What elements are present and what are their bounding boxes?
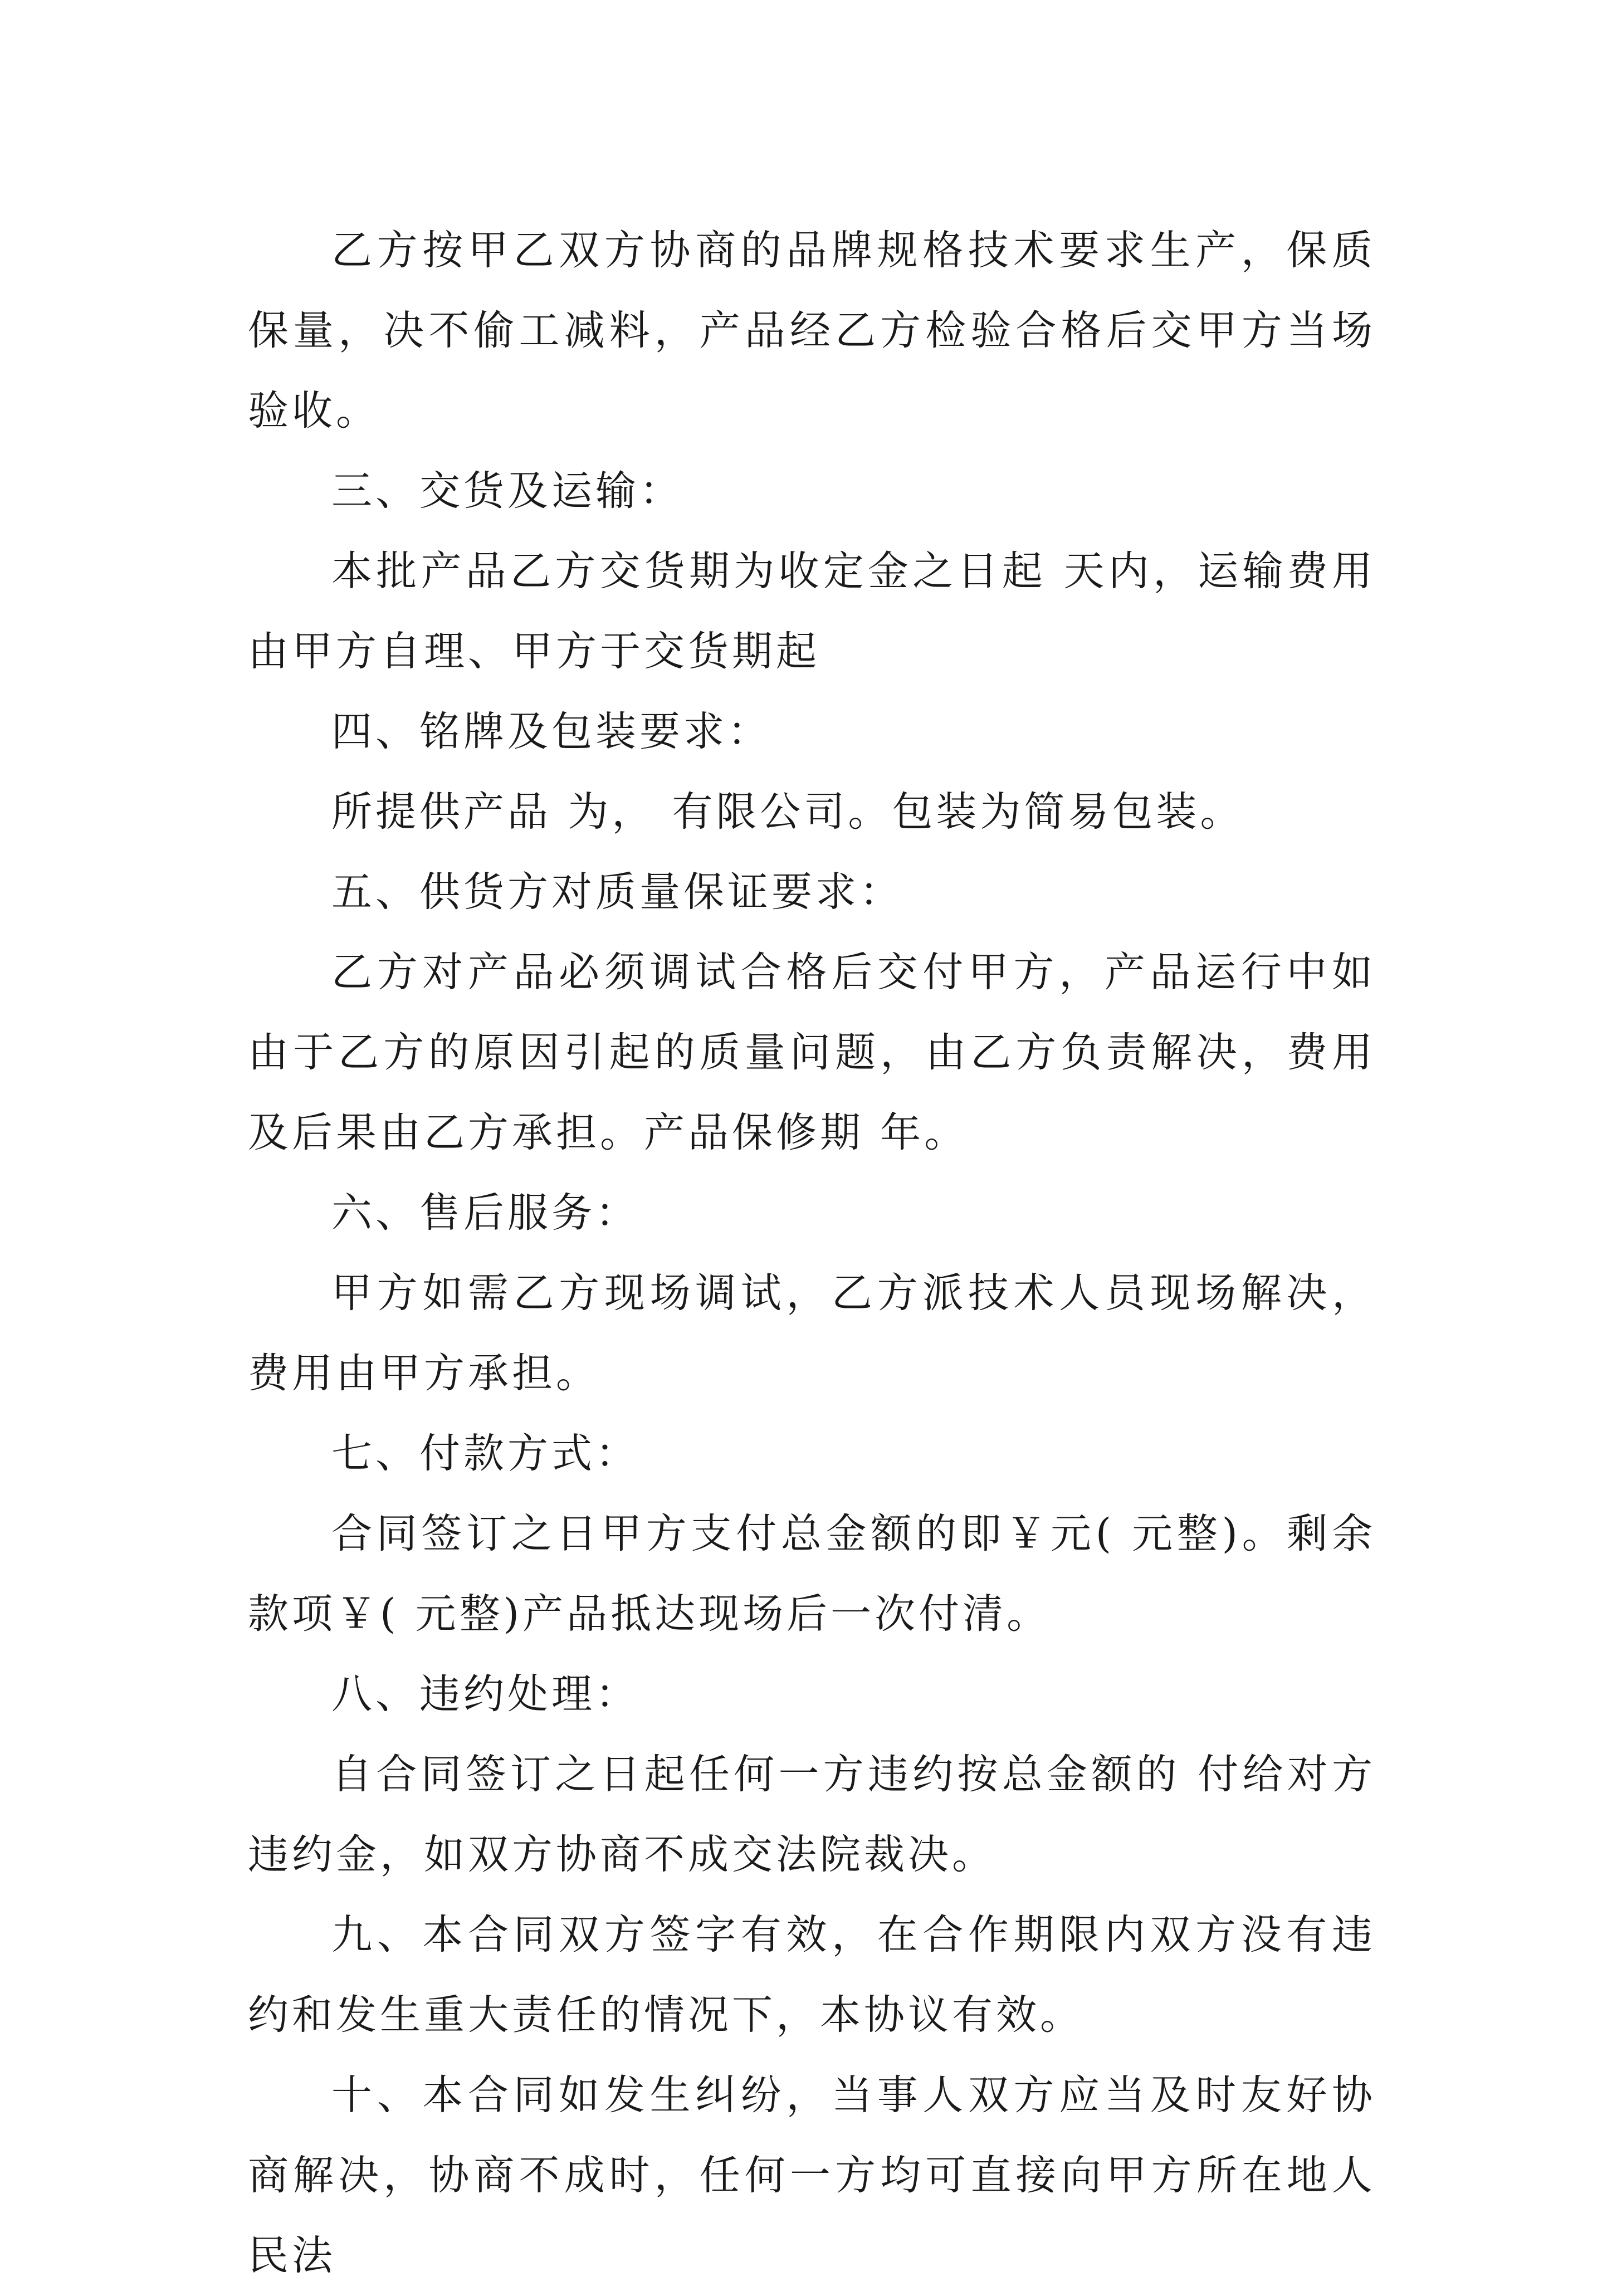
paragraph-quality-terms: 乙方对产品必须调试合格后交付甲方，产品运行中如由于乙方的原因引起的质量问题，由乙方负责解决，费用及后果由乙方承担。产品保修期 年。 [248, 949, 1376, 1156]
heading-quality-guarantee: 五、供货方对质量保证要求： [331, 868, 903, 916]
heading-payment-method: 七、付款方式： [331, 1430, 639, 1477]
paragraph-production-quality: 乙方按甲乙双方协商的品牌规格技术要求生产，保质保量，决不偷工减料，产品经乙方检验合格后交甲方当场验收。 [248, 227, 1376, 434]
paragraph-dispute-clause: 十、本合同如发生纠纷，当事人双方应当及时友好协商解决，协商不成时，任何一方均可直接向甲方所在地人民法 [248, 2072, 1376, 2279]
heading-after-sales: 六、售后服务： [331, 1189, 639, 1237]
paragraph-breach-terms: 自合同签订之日起任何一方违约按总金额的 付给对方违约金，如双方协商不成交法院裁决。 [248, 1751, 1376, 1878]
heading-delivery-transport: 三、交货及运输： [331, 467, 683, 515]
paragraph-payment-terms: 合同签订之日甲方支付总金额的即￥元( 元整)。剩余款项￥( 元整)产品抵达现场后一次付清。 [248, 1510, 1376, 1638]
document-body [248, 211, 1376, 2296]
paragraph-packaging-terms: 所提供产品 为， 有限公司。包装为简易包装。 [331, 788, 1244, 836]
heading-nameplate-packaging: 四、铭牌及包装要求： [331, 708, 771, 755]
heading-breach-handling: 八、违约处理： [331, 1670, 639, 1718]
paragraph-delivery-terms: 本批产品乙方交货期为收定金之日起 天内，运输费用由甲方自理、甲方于交货期起 [248, 548, 1376, 675]
paragraph-after-sales-terms: 甲方如需乙方现场调试，乙方派技术人员现场解决，费用由甲方承担。 [248, 1269, 1376, 1397]
paragraph-validity-clause: 九、本合同双方签字有效，在合作期限内双方没有违约和发生重大责任的情况下，本协议有效。 [248, 1911, 1376, 2039]
